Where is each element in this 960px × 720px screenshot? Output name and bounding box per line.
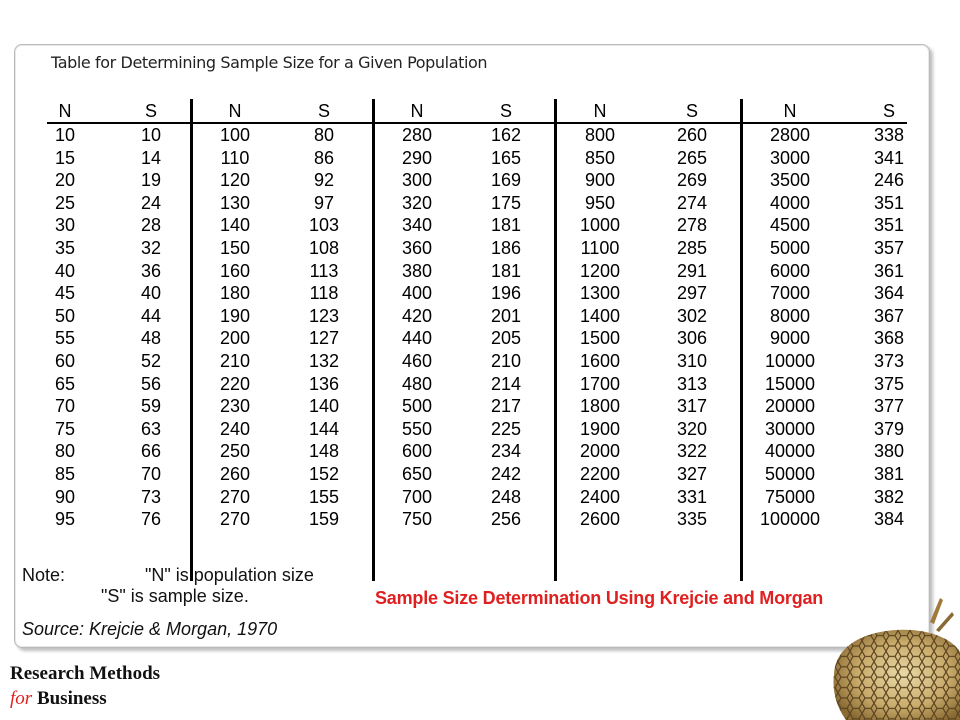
table-cell: 15000 (764, 373, 816, 394)
table-cell: 3000 (769, 147, 811, 168)
sample-size-table-panel (14, 44, 930, 648)
table-cell: 234 (490, 441, 522, 462)
table-cell: 1900 (579, 418, 621, 439)
table-cell: 230 (219, 396, 251, 417)
table-cell: 290 (401, 147, 433, 168)
table-cell: 2600 (579, 509, 621, 530)
table-cell: 274 (676, 192, 708, 213)
table-cell: 297 (676, 283, 708, 304)
table-cell: 201 (490, 305, 522, 326)
column-header: S (499, 101, 512, 121)
table-cell: 48 (140, 328, 162, 349)
table-cell: 6000 (769, 260, 811, 281)
table-cell: 600 (401, 441, 433, 462)
table-cell: 28 (140, 215, 162, 236)
table-cell: 240 (219, 418, 251, 439)
table-cell: 136 (308, 373, 340, 394)
table-cell: 169 (490, 170, 522, 191)
table-cell: 165 (490, 147, 522, 168)
table-cell: 1200 (579, 260, 621, 281)
table-cell: 306 (676, 328, 708, 349)
table-cell: 367 (873, 305, 905, 326)
honeycomb-hive-image (826, 594, 960, 720)
table-cell: 373 (873, 350, 905, 371)
table-cell: 265 (676, 147, 708, 168)
table-cell: 375 (873, 373, 905, 394)
table-cell: 20 (54, 170, 76, 191)
table-cell: 123 (308, 305, 340, 326)
table-cell: 377 (873, 396, 905, 417)
brand-line-research-methods: Research Methods (10, 663, 161, 684)
table-cell: 144 (308, 418, 340, 439)
table-cell: 270 (219, 486, 251, 507)
brand-business-word: Business (36, 688, 107, 709)
table-cell: 56 (140, 373, 162, 394)
table-cell: 25 (54, 192, 76, 213)
table-cell: 3500 (769, 170, 811, 191)
table-cell: 30 (54, 215, 76, 236)
table-cell: 1500 (579, 328, 621, 349)
table-cell: 50 (54, 305, 76, 326)
table-cell: 260 (676, 125, 708, 145)
table-cell: 900 (584, 170, 616, 191)
table-cell: 460 (401, 350, 433, 371)
table-cell: 132 (308, 350, 340, 371)
table-cell: 70 (54, 396, 76, 417)
table-cell: 5000 (769, 237, 811, 258)
note-s-definition: "S" is sample size. (101, 586, 249, 606)
column-header: N (593, 101, 607, 121)
table-cell: 66 (140, 441, 162, 462)
table-cell: 160 (219, 260, 251, 281)
table-cell: 384 (873, 509, 905, 530)
table-cell: 36 (140, 260, 162, 281)
table-cell: 2000 (579, 441, 621, 462)
brand-logo-text (10, 661, 160, 711)
table-cell: 80 (313, 125, 335, 145)
table-cell: 108 (308, 237, 340, 258)
table-cell: 59 (140, 396, 162, 417)
table-cell: 322 (676, 441, 708, 462)
table-cell: 75000 (764, 486, 816, 507)
table-cell: 190 (219, 305, 251, 326)
table-cell: 150 (219, 237, 251, 258)
table-cell: 217 (490, 396, 522, 417)
table-cell: 420 (401, 305, 433, 326)
table-cell: 70 (140, 463, 162, 484)
table-cell: 175 (490, 192, 522, 213)
table-cell: 180 (219, 283, 251, 304)
table-cell: 368 (873, 328, 905, 349)
table-cell: 341 (873, 147, 905, 168)
table-cell: 40 (140, 283, 162, 304)
table-cell: 4000 (769, 192, 811, 213)
source-citation: Source: Krejcie & Morgan, 1970 (22, 619, 278, 639)
table-cell: 127 (308, 328, 340, 349)
table-cell: 285 (676, 237, 708, 258)
table-cell: 300 (401, 170, 433, 191)
table-cell: 246 (873, 170, 905, 191)
table-cell: 242 (490, 463, 522, 484)
table-cell: 110 (220, 147, 250, 168)
table-cell: 75 (54, 418, 76, 439)
table-cell: 200 (219, 328, 251, 349)
table-cell: 340 (401, 215, 433, 236)
table-cell: 40 (54, 260, 76, 281)
table-cell: 400 (401, 283, 433, 304)
column-header: S (882, 101, 895, 121)
table-cell: 86 (313, 147, 335, 168)
table-cell: 317 (676, 396, 708, 417)
table-cell: 60 (54, 350, 76, 371)
table-cell: 76 (140, 509, 162, 530)
table-cell: 381 (873, 463, 905, 484)
table-cell: 20000 (764, 396, 816, 417)
table-cell: 130 (219, 192, 251, 213)
table-cell: 1100 (580, 237, 620, 258)
table-cell: 2800 (769, 125, 811, 145)
table-cell: 480 (401, 373, 433, 394)
table-cell: 90 (54, 486, 76, 507)
table-cell: 85 (54, 463, 76, 484)
table-cell: 700 (401, 486, 433, 507)
table-cell: 310 (676, 350, 708, 371)
table-cell: 100000 (759, 509, 821, 530)
table-cell: 30000 (764, 418, 816, 439)
table-title: Table for Determining Sample Size for a Given Population (51, 53, 488, 72)
note-label: Note: (22, 565, 66, 585)
table-cell: 92 (313, 170, 335, 191)
table-cell: 800 (584, 125, 616, 145)
table-cell: 55 (54, 328, 76, 349)
column-header: S (144, 101, 157, 121)
table-cell: 320 (676, 418, 708, 439)
table-cell: 313 (676, 373, 708, 394)
table-cell: 159 (308, 509, 340, 530)
column-header: N (783, 101, 797, 121)
table-cell: 196 (490, 283, 522, 304)
slide-subtitle: Sample Size Determination Using Krejcie and Morgan (375, 588, 824, 608)
table-cell: 9000 (769, 328, 811, 349)
table-cell: 270 (219, 509, 251, 530)
table-cell: 19 (140, 170, 162, 191)
table-cell: 35 (54, 237, 76, 258)
table-cell: 65 (54, 373, 76, 394)
column-header: N (410, 101, 424, 121)
table-cell: 50000 (764, 463, 816, 484)
table-cell: 140 (308, 396, 340, 417)
table-cell: 1700 (579, 373, 621, 394)
column-header: N (228, 101, 242, 121)
table-cell: 152 (308, 463, 340, 484)
table-cell: 1800 (579, 396, 621, 417)
table-cell: 14 (140, 147, 162, 168)
table-cell: 278 (676, 215, 708, 236)
table-cell: 210 (490, 350, 522, 371)
table-cell: 360 (401, 237, 433, 258)
table-cell: 118 (309, 283, 339, 304)
table-cell: 186 (490, 237, 522, 258)
table-cell: 1600 (579, 350, 621, 371)
table-cell: 148 (308, 441, 340, 462)
table-cell: 73 (140, 486, 162, 507)
column-header: N (58, 101, 72, 121)
table-cell: 155 (308, 486, 340, 507)
table-cell: 361 (873, 260, 905, 281)
table-cell: 103 (308, 215, 340, 236)
table-cell: 440 (401, 328, 433, 349)
table-cell: 550 (401, 418, 433, 439)
table-cell: 4500 (769, 215, 811, 236)
table-cell: 320 (401, 192, 433, 213)
table-cell: 181 (490, 215, 522, 236)
table-cell: 80 (54, 441, 76, 462)
table-cell: 113 (309, 260, 339, 281)
table-cell: 10 (54, 125, 76, 145)
column-header: S (317, 101, 330, 121)
table-cell: 335 (676, 509, 708, 530)
table-cell: 351 (873, 215, 905, 236)
table-cell: 2400 (579, 486, 621, 507)
table-cell: 225 (490, 418, 522, 439)
column-divider (740, 99, 743, 581)
table-cell: 379 (873, 418, 905, 439)
table-cell: 100 (219, 125, 251, 145)
table-cell: 8000 (769, 305, 811, 326)
table-cell: 1300 (579, 283, 621, 304)
table-cell: 338 (873, 125, 905, 145)
table-cell: 291 (676, 260, 708, 281)
table-cell: 15 (54, 147, 76, 168)
table-cell: 1000 (579, 215, 621, 236)
table-cell: 162 (490, 125, 522, 145)
table-cell: 500 (401, 396, 433, 417)
table-cell: 250 (219, 441, 251, 462)
table-cell: 24 (140, 192, 162, 213)
table-cell: 260 (219, 463, 251, 484)
table-cell: 750 (401, 509, 433, 530)
column-divider (190, 99, 193, 581)
table-cell: 63 (140, 418, 162, 439)
table-cell: 40000 (764, 441, 816, 462)
table-cell: 280 (401, 125, 433, 145)
table-cell: 44 (140, 305, 162, 326)
table-cell: 327 (676, 463, 708, 484)
table-cell: 1400 (579, 305, 621, 326)
table-cell: 95 (54, 509, 76, 530)
table-cell: 850 (584, 147, 616, 168)
table-cell: 181 (490, 260, 522, 281)
note-n-definition: "N" is population size (145, 565, 314, 585)
table-cell: 214 (490, 373, 522, 394)
table-cell: 382 (873, 486, 905, 507)
table-cell: 97 (313, 192, 335, 213)
table-cell: 140 (219, 215, 251, 236)
table-cell: 2200 (579, 463, 621, 484)
table-cell: 256 (490, 509, 522, 530)
table-cell: 220 (219, 373, 251, 394)
table-cell: 380 (873, 441, 905, 462)
table-cell: 331 (676, 486, 708, 507)
table-cell: 357 (873, 237, 905, 258)
table-cell: 210 (219, 350, 251, 371)
table-cell: 120 (219, 170, 251, 191)
table-cell: 205 (490, 328, 522, 349)
table-cell: 269 (676, 170, 708, 191)
table-cell: 32 (140, 237, 162, 258)
table-cell: 302 (676, 305, 708, 326)
table-cell: 45 (54, 283, 76, 304)
table-cell: 248 (490, 486, 522, 507)
table-cell: 52 (140, 350, 162, 371)
column-divider (372, 99, 375, 581)
table-cell: 7000 (769, 283, 811, 304)
column-header: S (685, 101, 698, 121)
table-cell: 380 (401, 260, 433, 281)
table-cell: 10 (140, 125, 162, 145)
table-cell: 950 (584, 192, 616, 213)
table-cell: 10000 (764, 350, 816, 371)
table-cell: 650 (401, 463, 433, 484)
brand-for-word: for (10, 688, 33, 709)
table-cell: 364 (873, 283, 905, 304)
column-divider (554, 99, 557, 581)
table-cell: 351 (873, 192, 905, 213)
